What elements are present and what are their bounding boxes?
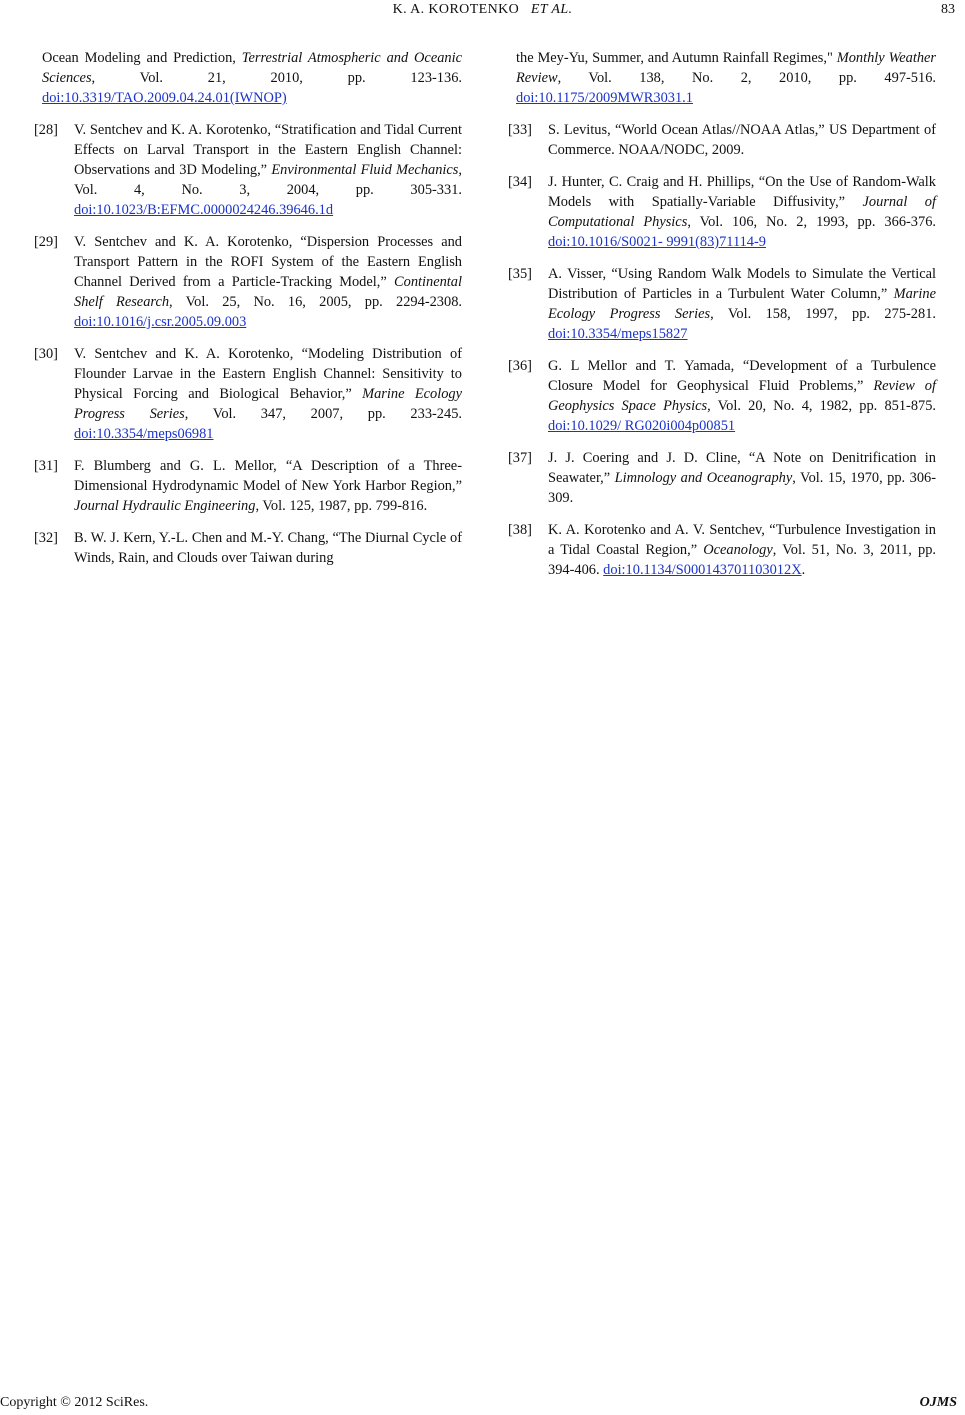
doi-link[interactable]: doi:10.1023/B:EFMC.0000024246.39646.1d — [74, 202, 334, 218]
doi-link[interactable]: doi:10.1134/S000143701103012X — [603, 562, 802, 578]
reference-details: , Vol. 4, No. 3, 2004, pp. 305-331. — [74, 162, 463, 198]
reference-entry — [34, 456, 462, 516]
reference-entry — [34, 344, 462, 444]
reference-text: J. Hunter, C. Craig and H. Phillips, “On the Use of Random-Walk Models with Spatially-Variable Diffusivity,” — [548, 174, 936, 210]
reference-number: [29] — [34, 234, 58, 250]
right-column — [508, 48, 936, 592]
reference-entry — [508, 264, 936, 344]
reference-details: , Vol. 158, 1997, pp. 275-281. — [710, 306, 936, 322]
reference-text: V. Sentchev and K. A. Korotenko, “Dispersion Processes and Transport Pattern in the ROFI System of the Eastern English Channel Derived from a Particle-Tracking Model,” — [74, 234, 462, 290]
reference-number: [35] — [508, 266, 532, 282]
reference-details: , Vol. 15, 1970, pp. 306-309. — [548, 470, 937, 506]
running-head-authors: K. A. KOROTENKO — [392, 2, 520, 17]
doi-link[interactable]: doi:10.3354/meps15827 — [548, 326, 688, 342]
reference-entry — [508, 172, 936, 252]
reference-entry — [34, 120, 462, 220]
reference-text: V. Sentchev and K. A. Korotenko, “Modeling Distribution of Flounder Larvae in the Eastern English Channel: Sensitivity to Physical Forcing and Biological Behavior,” — [74, 346, 462, 402]
reference-text: the Mey-Yu, Summer, and Autumn Rainfall Regimes," — [516, 50, 837, 66]
reference-text: B. W. J. Kern, Y.-L. Chen and M.-Y. Chang, “The Diurnal Cycle of Winds, Rain, and Clouds over Taiwan during — [74, 530, 462, 566]
copyright-notice: Copyright © 2012 SciRes. — [0, 1395, 149, 1410]
reference-source-title: Limnology and Oceanography — [614, 470, 793, 486]
reference-entry — [508, 120, 936, 160]
reference-details: , Vol. 347, 2007, pp. 233-245. — [184, 406, 462, 422]
reference-source-title: Journal Hydraulic Engineering — [74, 498, 256, 514]
reference-text: Ocean Modeling and Prediction, — [42, 50, 242, 66]
reference-source-title: Review of Geophysics Space Physics — [548, 378, 936, 414]
reference-details: , Vol. 20, No. 4, 1982, pp. 851-875. — [707, 398, 936, 414]
reference-details: , Vol. 106, No. 2, 1993, pp. 366-376. — [687, 214, 936, 230]
reference-entry — [34, 48, 462, 108]
reference-source-title: Marine Ecology Progress Series — [548, 286, 936, 322]
reference-text: V. Sentchev and K. A. Korotenko, “Stratification and Tidal Current Effects on Larval Transport in the Eastern English Channel: Observations and 3D Modeling,” — [74, 122, 462, 178]
doi-link[interactable]: doi:10.1175/2009MWR3031.1 — [516, 90, 693, 106]
page-header — [0, 0, 965, 30]
reference-number: [36] — [508, 358, 532, 374]
reference-source-title: Continental Shelf Research — [74, 274, 462, 310]
reference-source-title: Marine Ecology Progress Series — [74, 386, 462, 422]
reference-entry — [508, 520, 936, 580]
reference-number: [34] — [508, 174, 532, 190]
reference-source-title: Environmental Fluid Mechanics — [271, 162, 459, 178]
reference-entry — [508, 48, 936, 108]
reference-details: , Vol. 21, 2010, pp. 123-136. — [91, 70, 462, 86]
reference-text: F. Blumberg and G. L. Mellor, “A Description of a Three-Dimensional Hydrodynamic Model of New York Harbor Region,” — [74, 458, 462, 494]
reference-entry — [508, 356, 936, 436]
reference-end: . — [801, 562, 806, 578]
reference-details: , Vol. 138, No. 2, 2010, pp. 497-516. — [557, 70, 936, 86]
running-head-etal: ET AL. — [530, 2, 573, 17]
reference-details: , Vol. 51, No. 3, 2011, pp. 394-406. — [548, 542, 936, 578]
reference-number: [37] — [508, 450, 532, 466]
running-head — [0, 2, 965, 18]
reference-text: S. Levitus, “World Ocean Atlas//NOAA Atlas,” US Department of Commerce. NOAA/NODC, 2009. — [548, 122, 936, 158]
doi-link[interactable]: doi:10.3319/TAO.2009.04.24.01(IWNOP) — [42, 90, 287, 106]
reference-source-title: Journal of Computational Physics — [548, 194, 936, 230]
reference-number: [30] — [34, 346, 58, 362]
reference-number: [38] — [508, 522, 532, 538]
reference-source-title: Monthly Weather Review — [516, 50, 936, 86]
reference-number: [32] — [34, 530, 58, 546]
reference-details: , Vol. 25, No. 16, 2005, pp. 2294-2308. — [169, 294, 462, 310]
doi-link[interactable]: doi:10.1016/j.csr.2005.09.003 — [74, 314, 247, 330]
reference-entry — [34, 232, 462, 332]
reference-text: K. A. Korotenko and A. V. Sentchev, “Turbulence Investigation in a Tidal Coastal Region,” — [548, 522, 936, 558]
reference-text: J. J. Coering and J. D. Cline, “A Note on Denitrification in Seawater,” — [548, 450, 936, 486]
doi-link[interactable]: doi:10.1016/S0021- 9991(83)71114-9 — [548, 234, 766, 250]
left-column — [34, 48, 462, 580]
reference-number: [33] — [508, 122, 532, 138]
reference-details: , Vol. 125, 1987, pp. 799-816. — [255, 498, 428, 514]
reference-entry — [508, 448, 936, 508]
reference-text: A. Visser, “Using Random Walk Models to Simulate the Vertical Distribution of Particles in a Turbulent Water Column,” — [548, 266, 936, 302]
reference-number: [28] — [34, 122, 58, 138]
reference-text: G. L Mellor and T. Yamada, “Development of a Turbulence Closure Model for Geophysical Fluid Problems,” — [548, 358, 936, 394]
reference-entry — [34, 528, 462, 568]
doi-link[interactable]: doi:10.1029/ RG020i004p00851 — [548, 418, 736, 434]
page-number: 83 — [941, 2, 955, 17]
journal-abbreviation: OJMS — [919, 1395, 957, 1410]
reference-number: [31] — [34, 458, 58, 474]
reference-source-title: Oceanology — [703, 542, 773, 558]
reference-source-title: Terrestrial Atmospheric and Oceanic Sciences — [42, 50, 462, 86]
doi-link[interactable]: doi:10.3354/meps06981 — [74, 426, 214, 442]
